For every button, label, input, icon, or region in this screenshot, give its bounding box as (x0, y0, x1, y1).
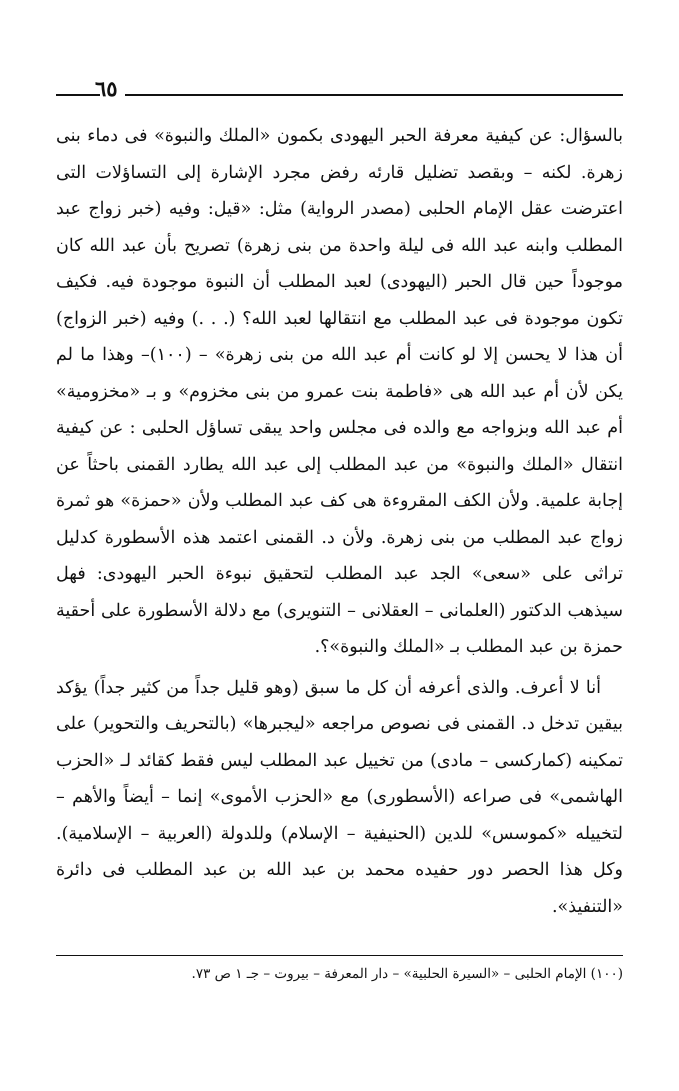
page-number: ٦٥ (95, 76, 118, 101)
paragraph-2: أنا لا أعرف. والذى أعرفه أن كل ما سبق (وهو قليل جداً من كثير جداً) يؤكد بيقين تدخل د. القمنى فى نصوص مراجعه «ليجبرها» (بالتحريف والتحوير) على تمكينه (كماركسى – مادى) من تخييل عبد المطلب ليس فقط كقائد لـ «الحزب الهاشمى» فى صراعه (الأسطورى) مع «الحزب الأموى» إنما – أيضاً والأهم – لتخييله «كموسس» للدين (الحنيفية – الإسلام) وللدولة (العربية – الإسلامية). وكل هذا الحصر دور حفيده محمد بن عبد الله بن عبد المطلب فى دائرة «التنفيذ». (56, 677, 623, 917)
header-rule-short (56, 94, 100, 96)
paragraph-1: بالسؤال: عن كيفية معرفة الحبر اليهودى بكمون «الملك والنبوة» فى دماء بنى زهرة. لكنه – وبقصد تضليل قارئه رفض مجرد الإشارة إلى التساؤلات التى اعترضت عقل الإمام الحلبى (مصدر الرواية) مثل: «قيل: وفيه (خبر زواج عبد المطلب وابنه عبد الله فى ليلة واحدة من بنى زهرة) تصريح بأن عبد الله كان موجوداً حين قال الحبر (اليهودى) لعبد المطلب أن النبوة موجودة فيه. فكيف تكون موجودة فى عبد المطلب مع انتقالها لعبد الله؟ (. . .) وفيه (خبر الزواج) أن هذا لا يحسن إلا لو كانت أم عبد الله من بنى زهرة» – (١٠٠)– وهذا ما لم يكن لأن أم عبد الله هى «فاطمة بنت عمرو من بنى مخزوم» و بـ «مخزومية» أم عبد الله وبزواجه مع والده فى مجلس واحد يبقى تساؤل الحلبى : عن كيفية انتقال «الملك والنبوة» من عبد المطلب إلى عبد الله يطارد القمنى باحثاً عن إجابة علمية. ولأن الكف المقروءة هى كف عبد المطلب ولأن «حمزة» هو ثمرة زواج عبد المطلب من بنى زهرة. ولأن د. القمنى اعتمد هذه الأسطورة كدليل تراثى على «سعى» الجد عبد المطلب لتحقيق نبوءة الحبر اليهودى: فهل سيذهب الدكتور (العلمانى – العقلانى – التنويرى) مع دلالة الأسطورة على أحقية حمزة بن عبد المطلب بـ «الملك والنبوة»؟. (56, 126, 623, 657)
body-text (56, 118, 623, 925)
footnote: (١٠٠) الإمام الحلبى – «السيرة الحلبية» – دار المعرفة – بيروت – جـ ١ ص ٧٣. (191, 966, 623, 982)
footnote-separator (56, 955, 623, 956)
page-header (0, 74, 679, 104)
header-rule (125, 94, 623, 96)
